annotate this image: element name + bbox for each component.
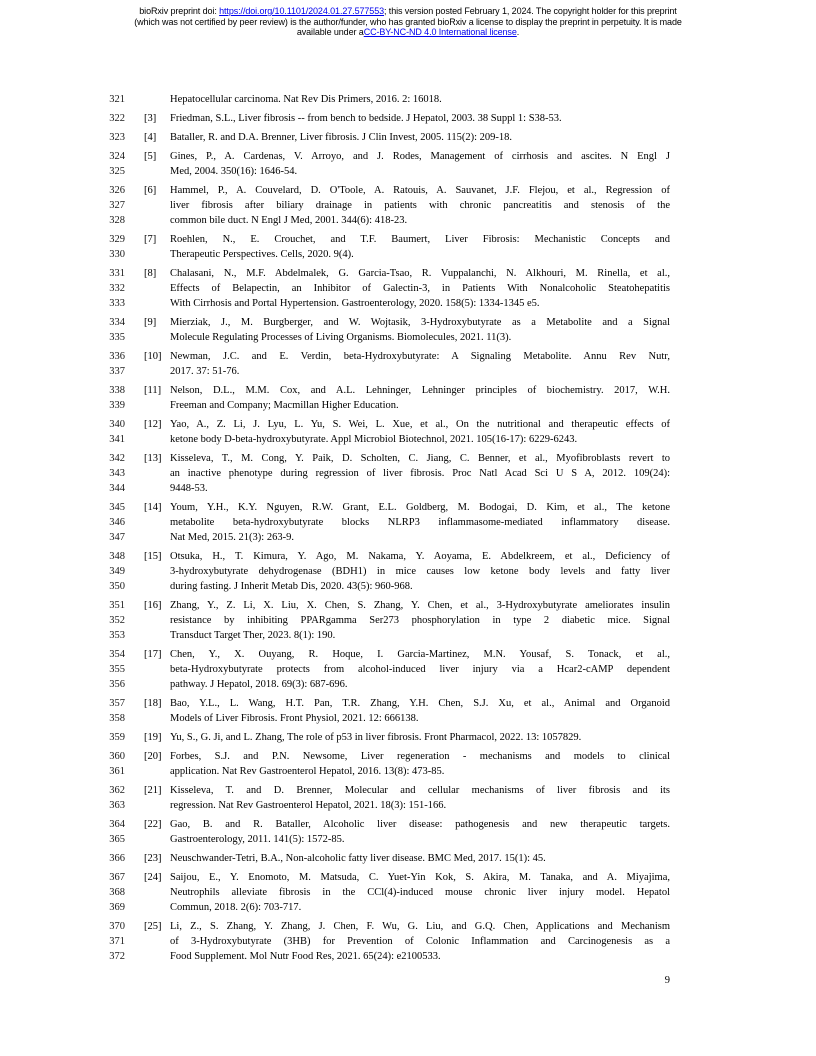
line-number-gutter	[0, 349, 125, 379]
reference-list	[0, 92, 670, 968]
reference-line: during fasting. J Inherit Metab Dis, 2020. 43(5): 960-968.	[170, 581, 413, 592]
line-number-gutter	[0, 266, 125, 311]
reference-line: Med, 2004. 350(16): 1646-54.	[170, 166, 298, 177]
reference-line: With Cirrhosis and Portal Hypertension. Gastroenterology, 2020. 158(5): 1334-1345 e5.	[170, 298, 540, 309]
reference-marker: [4]	[144, 132, 157, 143]
reference-line: resistance by inhibiting PPARgamma Ser273 phosphorylation in type 2 diabetic mice. Signal	[170, 615, 670, 626]
line-number: 371	[109, 936, 125, 947]
line-number-gutter	[0, 500, 125, 545]
reference-line: Otsuka, H., T. Kimura, Y. Ago, M. Nakama, Y. Aoyama, E. Abdelkreem, et al., Deficiency of	[170, 551, 670, 562]
line-number: 338	[109, 385, 125, 396]
line-number: 337	[109, 366, 125, 377]
reference-line: metabolite beta-hydroxybutyrate blocks NLRP3 inflammasome-mediated inflammatory disease.	[170, 517, 670, 528]
line-number: 352	[109, 615, 125, 626]
line-number: 366	[109, 853, 125, 864]
reference-entry	[0, 919, 670, 964]
reference-line: Friedman, S.L., Liver fibrosis -- from bench to bedside. J Hepatol, 2003. 38 Suppl 1: S38-53.	[170, 113, 562, 124]
reference-line: Hepatocellular carcinoma. Nat Rev Dis Primers, 2016. 2: 16018.	[170, 94, 442, 105]
reference-line: Models of Liver Fibrosis. Front Physiol, 2021. 12: 666138.	[170, 713, 419, 724]
line-number-gutter	[0, 149, 125, 179]
reference-text	[170, 598, 670, 643]
line-number: 324	[109, 151, 125, 162]
reference-line: Gastroenterology, 2011. 141(5): 1572-85.	[170, 834, 345, 845]
reference-entry	[0, 598, 670, 643]
line-number: 347	[109, 532, 125, 543]
line-number: 321	[109, 94, 125, 105]
line-number: 354	[109, 649, 125, 660]
reference-entry	[0, 870, 670, 915]
line-number: 332	[109, 283, 125, 294]
reference-line: Bataller, R. and D.A. Brenner, Liver fibrosis. J Clin Invest, 2005. 115(2): 209-18.	[170, 132, 513, 143]
line-number: 342	[109, 453, 125, 464]
reference-marker: [17]	[144, 649, 162, 660]
reference-entry	[0, 549, 670, 594]
line-number: 341	[109, 434, 125, 445]
reference-entry	[0, 383, 670, 413]
reference-line: Newman, J.C. and E. Verdin, beta-Hydroxybutyrate: A Signaling Metabolite. Annu Rev Nutr,	[170, 351, 670, 362]
line-number-gutter	[0, 749, 125, 779]
line-number-gutter	[0, 598, 125, 643]
reference-marker: [15]	[144, 551, 162, 562]
reference-entry	[0, 92, 670, 107]
reference-entry	[0, 730, 670, 745]
license-link[interactable]: CC-BY-NC-ND 4.0 International license	[363, 27, 517, 37]
line-number: 322	[109, 113, 125, 124]
line-number-gutter	[0, 92, 125, 107]
line-number: 350	[109, 581, 125, 592]
reference-entry	[0, 266, 670, 311]
reference-marker: [19]	[144, 732, 162, 743]
reference-text	[170, 266, 670, 311]
reference-text	[170, 383, 670, 413]
reference-marker	[144, 92, 170, 107]
reference-marker: [22]	[144, 819, 162, 830]
reference-line: Effects of Belapectin, an Inhibitor of Galectin-3, in Patients With Nonalcoholic Steatohepatitis	[170, 283, 670, 294]
reference-line: beta-Hydroxybutyrate protects from alcohol-induced liver injury via a Hcar2-cAMP dependent	[170, 664, 670, 675]
line-number: 356	[109, 679, 125, 690]
line-number: 340	[109, 419, 125, 430]
reference-line: Nelson, D.L., M.M. Cox, and A.L. Lehninger, Lehninger principles of biochemistry. 2017, W.H.	[170, 385, 670, 396]
line-number: 349	[109, 566, 125, 577]
reference-text	[170, 851, 670, 866]
line-number: 351	[109, 600, 125, 611]
reference-entry	[0, 851, 670, 866]
reference-text	[170, 783, 670, 813]
line-number: 343	[109, 468, 125, 479]
reference-entry	[0, 417, 670, 447]
line-number: 326	[109, 185, 125, 196]
line-number-gutter	[0, 851, 125, 866]
reference-text	[170, 500, 670, 545]
reference-line: Chalasani, N., M.F. Abdelmalek, G. Garcia-Tsao, R. Vuppalanchi, N. Alkhouri, M. Rinella, et al.,	[170, 268, 670, 279]
notice-line3-prefix: available under a	[296, 27, 364, 37]
reference-line: Mierziak, J., M. Burgberger, and W. Wojtasik, 3-Hydroxybutyrate as a Metabolite and a Signal	[170, 317, 670, 328]
reference-entry	[0, 349, 670, 379]
reference-entry	[0, 696, 670, 726]
reference-marker: [6]	[144, 185, 157, 196]
reference-line: Gines, P., A. Cardenas, V. Arroyo, and J. Rodes, Management of cirrhosis and ascites. N Engl J	[170, 151, 670, 162]
reference-text	[170, 149, 670, 179]
reference-entry	[0, 647, 670, 692]
line-number: 363	[109, 800, 125, 811]
reference-entry	[0, 817, 670, 847]
line-number: 365	[109, 834, 125, 845]
reference-marker: [21]	[144, 785, 162, 796]
reference-text	[170, 749, 670, 779]
reference-text	[170, 451, 670, 496]
line-number: 367	[109, 872, 125, 883]
reference-text	[170, 870, 670, 915]
reference-text	[170, 349, 670, 379]
reference-line: Food Supplement. Mol Nutr Food Res, 2021. 65(24): e2100533.	[170, 951, 441, 962]
line-number-gutter	[0, 130, 125, 145]
notice-line1-suffix: ; this version posted February 1, 2024. The copyright holder for this preprint	[384, 6, 677, 16]
line-number: 359	[109, 732, 125, 743]
line-number: 355	[109, 664, 125, 675]
reference-line: Forbes, S.J. and P.N. Newsome, Liver regeneration - mechanisms and models to clinical	[170, 751, 670, 762]
line-number: 328	[109, 215, 125, 226]
reference-line: common bile duct. N Engl J Med, 2001. 344(6): 418-23.	[170, 215, 408, 226]
reference-entry	[0, 111, 670, 126]
line-number-gutter	[0, 232, 125, 262]
line-number: 348	[109, 551, 125, 562]
line-number-gutter	[0, 730, 125, 745]
reference-entry	[0, 783, 670, 813]
reference-line: Therapeutic Perspectives. Cells, 2020. 9(4).	[170, 249, 354, 260]
reference-marker: [25]	[144, 921, 162, 932]
reference-line: Yu, S., G. Ji, and L. Zhang, The role of p53 in liver fibrosis. Front Pharmacol, 2022. 13: 1057829.	[170, 732, 582, 743]
line-number: 331	[109, 268, 125, 279]
reference-line: regression. Nat Rev Gastroenterol Hepatol, 2021. 18(3): 151-166.	[170, 800, 447, 811]
reference-line: an inactive phenotype during regression of liver fibrosis. Proc Natl Acad Sci U S A, 2012. 109(24):	[170, 468, 670, 479]
line-number: 362	[109, 785, 125, 796]
line-number-gutter	[0, 111, 125, 126]
reference-line: of 3-Hydroxybutyrate (3HB) for Prevention of Colonic Inflammation and Carcinogenesis as a	[170, 936, 670, 947]
reference-marker: [24]	[144, 872, 162, 883]
line-number: 358	[109, 713, 125, 724]
line-number: 339	[109, 400, 125, 411]
line-number-gutter	[0, 549, 125, 594]
reference-line: Neutrophils alleviate fibrosis in the CCl(4)-induced mouse chronic liver injury model. Hepatol	[170, 887, 670, 898]
reference-entry	[0, 149, 670, 179]
line-number-gutter	[0, 451, 125, 496]
line-number: 346	[109, 517, 125, 528]
reference-line: Kisseleva, T. and D. Brenner, Molecular and cellular mechanisms of liver fibrosis and its	[170, 785, 670, 796]
line-number: 329	[109, 234, 125, 245]
notice-line3-suffix: .	[516, 27, 520, 37]
reference-marker: [7]	[144, 234, 157, 245]
reference-entry	[0, 749, 670, 779]
reference-line: Neuschwander-Tetri, B.A., Non-alcoholic fatty liver disease. BMC Med, 2017. 15(1): 45.	[170, 853, 546, 864]
line-number-gutter	[0, 315, 125, 345]
line-number: 357	[109, 698, 125, 709]
reference-line: Zhang, Y., Z. Li, X. Liu, X. Chen, S. Zhang, Y. Chen, et al., 3-Hydroxybutyrate ameliorates insulin	[170, 600, 670, 611]
line-number: 372	[109, 951, 125, 962]
reference-line: liver fibrosis after biliary drainage in patients with chronic pancreatitis and stenosis of the	[170, 200, 670, 211]
line-number-gutter	[0, 817, 125, 847]
reference-line: 2017. 37: 51-76.	[170, 366, 240, 377]
reference-text	[170, 92, 670, 107]
reference-entry	[0, 315, 670, 345]
reference-line: Youm, Y.H., K.Y. Nguyen, R.W. Grant, E.L. Goldberg, M. Bodogai, D. Kim, et al., The ketone	[170, 502, 670, 513]
reference-line: Roehlen, N., E. Crouchet, and T.F. Baumert, Liver Fibrosis: Mechanistic Concepts and	[170, 234, 670, 245]
reference-line: 3-hydroxybutyrate dehydrogenase (BDH1) in mice causes low ketone body levels and fatty liver	[170, 566, 670, 577]
reference-text	[170, 315, 670, 345]
line-number-gutter	[0, 696, 125, 726]
reference-line: Hammel, P., A. Couvelard, D. O'Toole, A. Ratouis, A. Sauvanet, J.F. Flejou, et al., Regression of	[170, 185, 670, 196]
reference-line: pathway. J Hepatol, 2018. 69(3): 687-696.	[170, 679, 348, 690]
reference-entry	[0, 451, 670, 496]
reference-line: Bao, Y.L., L. Wang, H.T. Pan, T.R. Zhang, Y.H. Chen, S.J. Xu, et al., Animal and Organoid	[170, 698, 670, 709]
reference-text	[170, 919, 670, 964]
line-number-gutter	[0, 647, 125, 692]
line-number: 361	[109, 766, 125, 777]
reference-text	[170, 549, 670, 594]
line-number: 336	[109, 351, 125, 362]
reference-line: Li, Z., S. Zhang, Y. Zhang, J. Chen, F. Wu, G. Liu, and G.Q. Chen, Applications and Mechanism	[170, 921, 670, 932]
preprint-notice	[78, 6, 738, 38]
reference-text	[170, 111, 670, 126]
line-number: 330	[109, 249, 125, 260]
reference-line: Freeman and Company; Macmillan Higher Education.	[170, 400, 399, 411]
page-number: 9	[664, 975, 670, 986]
doi-link[interactable]: https://doi.org/10.1101/2024.01.27.577553	[219, 6, 384, 16]
notice-line1-prefix: bioRxiv preprint doi:	[139, 6, 220, 16]
reference-marker: [20]	[144, 751, 162, 762]
reference-marker: [3]	[144, 113, 157, 124]
reference-line: ketone body D-beta-hydroxybutyrate. Appl Microbiol Biotechnol, 2021. 105(16-17): 6229-6243.	[170, 434, 578, 445]
reference-marker: [13]	[144, 453, 162, 464]
reference-line: Yao, A., Z. Li, J. Lyu, L. Yu, S. Wei, L. Xue, et al., On the nutritional and therapeutic effects of	[170, 419, 670, 430]
reference-line: Gao, B. and R. Bataller, Alcoholic liver disease: pathogenesis and new therapeutic targets.	[170, 819, 670, 830]
reference-text	[170, 647, 670, 692]
reference-entry	[0, 500, 670, 545]
reference-marker: [12]	[144, 419, 162, 430]
line-number-gutter	[0, 383, 125, 413]
line-number-gutter	[0, 417, 125, 447]
line-number-gutter	[0, 870, 125, 915]
reference-text	[170, 730, 670, 745]
reference-line: Nat Med, 2015. 21(3): 263-9.	[170, 532, 294, 543]
reference-line: Molecule Regulating Processes of Living Organisms. Biomolecules, 2021. 11(3).	[170, 332, 512, 343]
reference-marker: [5]	[144, 151, 157, 162]
reference-text	[170, 417, 670, 447]
notice-line2: (which was not certified by peer review) is the author/funder, who has granted bioRxiv a license to display the preprint in perpetuity. It is made	[134, 16, 682, 27]
reference-entry	[0, 130, 670, 145]
line-number: 335	[109, 332, 125, 343]
line-number: 344	[109, 483, 125, 494]
line-number: 333	[109, 298, 125, 309]
line-number: 325	[109, 166, 125, 177]
reference-text	[170, 183, 670, 228]
reference-marker: [23]	[144, 853, 162, 864]
line-number-gutter	[0, 919, 125, 964]
reference-entry	[0, 232, 670, 262]
reference-marker: [16]	[144, 600, 162, 611]
line-number-gutter	[0, 783, 125, 813]
reference-line: Saijou, E., Y. Enomoto, M. Matsuda, C. Yuet-Yin Kok, S. Akira, M. Tanaka, and A. Miyajima,	[170, 872, 670, 883]
reference-marker: [11]	[144, 385, 162, 396]
reference-marker: [14]	[144, 502, 162, 513]
line-number: 369	[109, 902, 125, 913]
reference-text	[170, 817, 670, 847]
line-number: 345	[109, 502, 125, 513]
reference-line: Commun, 2018. 2(6): 703-717.	[170, 902, 302, 913]
reference-text	[170, 232, 670, 262]
line-number: 334	[109, 317, 125, 328]
reference-line: Transduct Target Ther, 2023. 8(1): 190.	[170, 630, 336, 641]
line-number: 353	[109, 630, 125, 641]
reference-text	[170, 696, 670, 726]
reference-marker: [18]	[144, 698, 162, 709]
reference-marker: [8]	[144, 268, 157, 279]
line-number: 364	[109, 819, 125, 830]
reference-line: Chen, Y., X. Ouyang, R. Hoque, I. Garcia-Martinez, M.N. Yousaf, S. Tonack, et al.,	[170, 649, 670, 660]
line-number: 327	[109, 200, 125, 211]
reference-line: 9448-53.	[170, 483, 208, 494]
line-number: 370	[109, 921, 125, 932]
line-number: 360	[109, 751, 125, 762]
reference-line: application. Nat Rev Gastroenterol Hepatol, 2016. 13(8): 473-85.	[170, 766, 445, 777]
line-number-gutter	[0, 183, 125, 228]
reference-line: Kisseleva, T., M. Cong, Y. Paik, D. Scholten, C. Jiang, C. Benner, et al., Myofibroblasts revert to	[170, 453, 670, 464]
reference-marker: [9]	[144, 317, 157, 328]
line-number: 368	[109, 887, 125, 898]
reference-text	[170, 130, 670, 145]
reference-entry	[0, 183, 670, 228]
line-number: 323	[109, 132, 125, 143]
reference-marker: [10]	[144, 351, 162, 362]
